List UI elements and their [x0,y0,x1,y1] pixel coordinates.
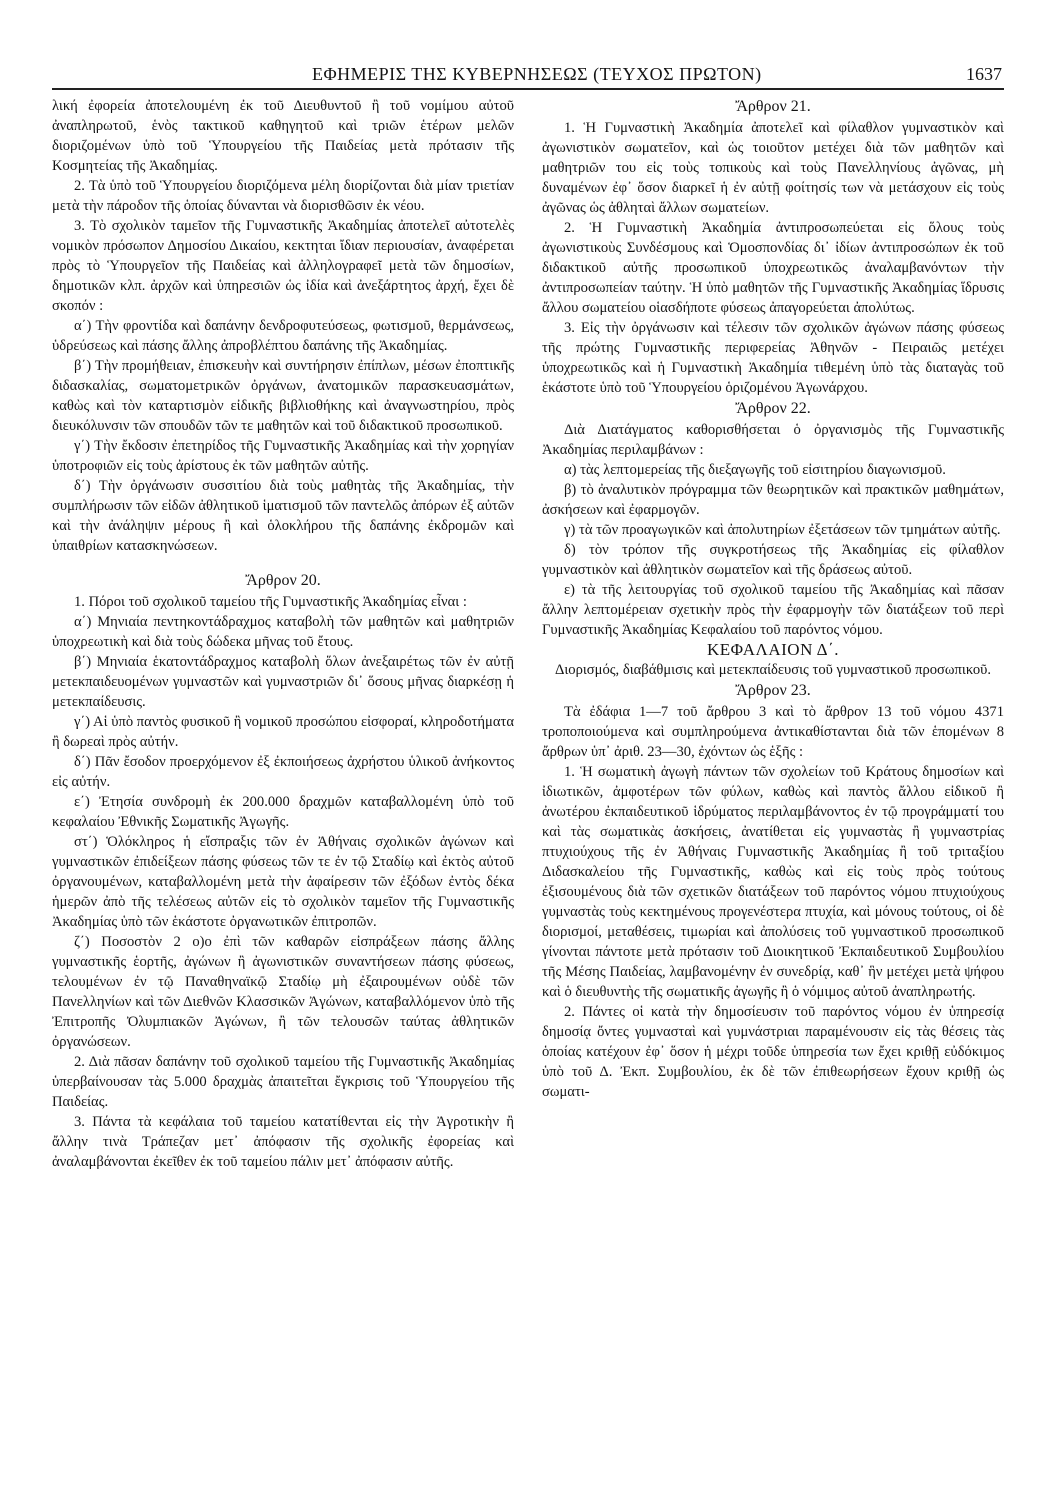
paragraph: 2. Πάντες οἱ κατὰ τὴν δημοσίευσιν τοῦ παρόντος νόμου ἐν ὑπηρεσίᾳ δημοσίᾳ ὄντες γυμνασταὶ καὶ γυμνάστριαι παραμένουσιν εἰς τὰς θέσεις τὰς ὁποίας κατέχουν ἐφ᾽ ὅσον ἡ μέχρι τοῦδε ὑπηρεσία των ἔχει κριθῇ εὐδόκιμος ὑπὸ τοῦ Δ. Ἐκπ. Συμβουλίου, ἐκ δὲ τῶν ἐπιθεωρήσεων ἔχουν κριθῇ ὡς σωματι- [542,1004,1004,1100]
paragraph: 3. Εἰς τὴν ὀργάνωσιν καὶ τέλεσιν τῶν σχολικῶν ἀγώνων πάσης φύσεως τῆς πρώτης Γυμναστικῆς περιφερείας Ἀθηνῶν - Πειραιῶς μετέχει ὑποχρεωτικῶς καὶ ἡ Γυμναστικὴ Ἀκαδημία τιθεμένη ὑπὸ τὰς διαταγὰς τοῦ ἑκάστοτε ὑπὸ τοῦ Ὑπουργείου ὁριζομένου Ἀγωνάρχου. [542,320,1004,396]
paragraph: Τὰ ἐδάφια 1—7 τοῦ ἄρθρου 3 καὶ τὸ ἄρθρον 13 τοῦ νόμου 4371 τροποποιούμενα καὶ συμπληρούμενα ἀντικαθίστανται διὰ τῶν ἑπομένων 8 ἄρθρων ὑπ᾽ ἀριθ. 23—30, ἐχόντων ὡς ἑξῆς : [542,704,1004,760]
paragraph: β) τὸ ἀναλυτικὸν πρόγραμμα τῶν θεωρητικῶν καὶ πρακτικῶν μαθημάτων, ἀσκήσεων καὶ ἐφαρμογῶν. [542,482,1004,518]
paragraph: α΄) Μηνιαία πεντηκοντάδραχμος καταβολὴ τῶν μαθητῶν καὶ μαθητριῶν ὑποχρεωτικὴ καὶ διὰ τοὺς δώδεκα μῆνας τοῦ ἔτους. [52,614,514,650]
gazette-title: ΕΦΗΜΕΡΙΣ ΤΗΣ ΚΥΒΕΡΝΗΣΕΩΣ (ΤΕΥΧΟΣ ΠΡΩΤΟΝ) [312,64,762,84]
paragraph: 3. Πάντα τὰ κεφάλαια τοῦ ταμείου κατατίθενται εἰς τὴν Ἀγροτικὴν ἢ ἄλλην τινὰ Τράπεζαν μετ᾽ ἀπόφασιν τῆς σχολικῆς ἐφορείας καὶ ἀναλαμβάνονται ἐκεῖθεν ἐκ τοῦ ταμείου πάλιν μετ᾽ ἀπόφασιν αὐτῆς. [52,1114,514,1170]
paragraph: 1. Πόροι τοῦ σχολικοῦ ταμείου τῆς Γυμναστικῆς Ἀκαδημίας εἶναι : [74,594,467,610]
paragraph: γ΄) Τὴν ἔκδοσιν ἐπετηρίδος τῆς Γυμναστικῆς Ἀκαδημίας καὶ τὴν χορηγίαν ὑποτροφιῶν εἰς τοὺς ἀρίστους ἐκ τῶν μαθητῶν αὐτῆς. [52,438,514,474]
paragraph: α) τὰς λεπτομερείας τῆς διεξαγωγῆς τοῦ εἰσιτηρίου διαγωνισμοῦ. [564,462,946,478]
article-heading: Ἄρθρον 23. [735,682,811,699]
paragraph: α΄) Τὴν φροντίδα καὶ δαπάνην δενδροφυτεύσεως, φωτισμοῦ, θερμάνσεως, ὑδρεύσεως καὶ πάσης ἄλλης ἀπροβλέπτου δαπάνης τῆς Ἀκαδημίας. [52,318,514,354]
paragraph: δ΄) Πᾶν ἔσοδον προερχόμενον ἐξ ἐκποιήσεως ἀχρήστου ὑλικοῦ ἀνήκοντος εἰς αὐτήν. [52,754,514,790]
paragraph: 3. Τὸ σχολικὸν ταμεῖον τῆς Γυμναστικῆς Ἀκαδημίας ἀποτελεῖ αὐτοτελὲς νομικὸν πρόσωπον Δημοσίου Δικαίου, κεκτηται ἴδιαν περιουσίαν, ἀναφέρεται πρὸς τὸ Ὑπουργεῖον τῆς Παιδείας καὶ ἀλληλογραφεῖ μετὰ τῶν δημοσίων, δημοτικῶν κλπ. ἀρχῶν καὶ ὑπηρεσιῶν ὡς ἰδία καὶ ἀνεξάρτητος ἀρχή, ἔχει δὲ σκοπόν : [52,218,514,314]
paragraph: β΄) Τὴν προμήθειαν, ἐπισκευὴν καὶ συντήρησιν ἐπίπλων, μέσων ἐποπτικῆς διδασκαλίας, σωματομετρικῶν ὀργάνων, ἀνατομικῶν παρασκευασμάτων, καθὼς καὶ τὸν καταρτισμὸν εἰδικῆς βιβλιοθήκης καὶ ἀναγνωστηρίου, πρὸς διευκόλυνσιν τῶν σπουδῶν τῶν τε μαθητῶν καὶ τοῦ διδακτικοῦ προσωπικοῦ. [52,358,514,434]
paragraph: 1. Ἡ Γυμναστικὴ Ἀκαδημία ἀποτελεῖ καὶ φίλαθλον γυμναστικὸν καὶ ἀγωνιστικὸν σωματεῖον, καὶ ὡς τοιοῦτον μετέχει διὰ τῶν μαθητῶν καὶ μαθητριῶν του εἰς τοὺς τοπικοὺς καὶ τοὺς Πανελληνίους ἀγῶνας, μὴ δυναμένων ἐφ᾽ ὅσον διαρκεῖ ἡ ἐν αὐτῇ φοίτησίς των νὰ μετάσχουν εἰς τοὺς ἀγῶνας ὡς ἀθληταὶ ἄλλων σωματείων. [542,120,1004,216]
paragraph: ζ΄) Ποσοστὸν 2 ο)ο ἐπὶ τῶν καθαρῶν εἰσπράξεων πάσης ἄλλης γυμναστικῆς ἑορτῆς, ἀγώνων ἢ ἀγωνιστικῶν συναντήσεων πάσης φύσεως, τελουμένων ἐν τῷ Παναθηναϊκῷ Σταδίῳ μὴ ἐξαιρουμένων οὐδὲ τῶν Πανελληνίων καὶ τῶν Διεθνῶν Κλασσικῶν Ἀγώνων, καταβαλλόμενον ὑπὸ τῆς Ἐπιτροπῆς Ὀλυμπιακῶν Ἀγώνων, ἢ τῶν τελουσῶν ταύτας ἀθλητικῶν ὀργανώσεων. [52,934,514,1050]
paragraph: ε΄) Ἐτησία συνδρομὴ ἐκ 200.000 δραχμῶν καταβαλλομένη ὑπὸ τοῦ κεφαλαίου Ἐθνικῆς Σωματικῆς Ἀγωγῆς. [52,794,514,830]
paragraph: δ) τὸν τρόπον τῆς συγκροτήσεως τῆς Ἀκαδημίας εἰς φίλαθλον γυμναστικὸν καὶ ἀθλητικὸν σωματεῖον καὶ τῆς δράσεως αὐτοῦ. [542,542,1004,578]
paragraph: ε) τὰ τῆς λειτουργίας τοῦ σχολικοῦ ταμείου τῆς Ἀκαδημίας καὶ πᾶσαν ἄλλην λεπτομέρειαν σχετικὴν πρὸς τὴν ἐφαρμογὴν τῶν διατάξεων τοῦ περὶ Γυμναστικῆς Ἀκαδημίας Κεφαλαίου τοῦ παρόντος νόμου. [542,582,1004,638]
paragraph: 2. Διὰ πᾶσαν δαπάνην τοῦ σχολικοῦ ταμείου τῆς Γυμναστικῆς Ἀκαδημίας ὑπερβαίνουσαν τὰς 5.000 δραχμὰς ἀπαιτεῖται ἔγκρισις τοῦ Ὑπουργείου τῆς Παιδείας. [52,1054,514,1110]
right-column [542,96,1004,1102]
paragraph: δ΄) Τὴν ὀργάνωσιν συσσιτίου διὰ τοὺς μαθητὰς τῆς Ἀκαδημίας, τὴν συμπλήρωσιν τῶν εἰδῶν ἀθλητικοῦ ἱματισμοῦ τῶν παντελῶς ἀπόρων ἐξ αὐτῶν καὶ τὴν ἀνάληψιν μέρους ἢ καὶ ὁλοκλήρου τῆς δαπάνης ἐκδρομῶν καὶ ὑπαιθρίων κατασκηνώσεων. [52,478,514,554]
paragraph: Διὰ Διατάγματος καθορισθήσεται ὁ ὀργανισμὸς τῆς Γυμναστικῆς Ἀκαδημίας περιλαμβάνων : [542,422,1004,458]
paragraph: γ) τὰ τῶν προαγωγικῶν καὶ ἀπολυτηρίων ἐξετάσεων τῶν τμημάτων αὐτῆς. [564,522,1001,538]
paragraph: στ΄) Ὁλόκληρος ἡ εἴσπραξις τῶν ἐν Ἀθήναις σχολικῶν ἀγώνων καὶ γυμναστικῶν ἐπιδείξεων πάσης φύσεως τῶν τε ἐν τῷ Σταδίῳ καὶ ἐκτὸς αὐτοῦ ὀργανουμένων, καταβαλλομένη μετὰ τὴν ἀφαίρεσιν τῶν ἐξόδων ἐντὸς δέκα ἡμερῶν ἀπὸ τῆς τελέσεως αὐτῶν εἰς τὸ σχολικὸν ταμεῖον τῆς Γυμναστικῆς Ἀκαδημίας ὑπὸ τῶν ἑκάστοτε ὀργανωτικῶν ἐπιτροπῶν. [52,834,514,930]
paragraph: 1. Ἡ σωματικὴ ἀγωγὴ πάντων τῶν σχολείων τοῦ Κράτους δημοσίων καὶ ἰδιωτικῶν, ἀμφοτέρων τῶν φύλων, καθὼς καὶ παντὸς ἄλλου εἰδικοῦ ἢ ἀνωτέρου ἐκπαιδευτικοῦ ἱδρύματος περιλαμβάνοντος ἐν τῷ προγράμματί του καὶ τὰς σωματικὰς ἀσκήσεις, ἀνατίθεται εἰς γυμναστὰς ἢ γυμναστρίας πτυχιούχους τῆς ἐν Ἀθήναις Γυμναστικῆς Ἀκαδημίας ἢ τοῦ τριταξίου Διδασκαλείου τῆς Γυμναστικῆς, καθὼς καὶ εἰς τοὺς πρὸς τούτους ἐξισουμένους διὰ τῶν σχετικῶν διατάξεων τοῦ παρόντος νόμου πτυχιούχους γυμναστὰς τοὺς κεκτημένους προγενέστερα πτυχία, καὶ μόνους τούτους, οἱ δὲ διορισμοί, μεταθέσεις, τιμωρίαι καὶ ἀπολύσεις τοῦ γυμναστικοῦ προσωπικοῦ γίνονται πάντοτε μετὰ πρότασιν τοῦ Διοικητικοῦ Ἐκπαιδευτικοῦ Συμβουλίου τῆς Μέσης Παιδείας, λαμβανομένην ἐν συνεδρίᾳ, καθ᾽ ἣν μετέχει μετὰ ψήφου καὶ ὁ διευθυντὴς τῆς σωματικῆς ἀγωγῆς ἢ ὁ νόμιμος αὐτοῦ ἀναπληρωτής. [542,764,1004,1000]
article-heading: Ἄρθρον 21. [735,98,811,115]
article-heading: Ἄρθρον 20. [245,572,321,589]
paragraph: 2. Τὰ ὑπὸ τοῦ Ὑπουργείου διοριζόμενα μέλη διορίζονται διὰ μίαν τριετίαν μετὰ τὴν πάροδον τῆς ὁποίας δύνανται νὰ διορισθῶσιν ἐκ νέου. [52,178,514,214]
chapter-subtitle: Διορισμός, διαβάθμισις καὶ μετεκπαίδευσις τοῦ γυμναστικοῦ προσωπικοῦ. [554,662,992,678]
page-number: 1637 [966,64,1002,84]
paragraph: λική ἐφορεία ἀποτελουμένη ἐκ τοῦ Διευθυντοῦ ἢ τοῦ νομίμου αὐτοῦ ἀναπληρωτοῦ, ἑνὸς τακτικοῦ καθηγητοῦ καὶ τριῶν ἑτέρων μελῶν διοριζομένων ὑπὸ τοῦ Ὑπουργείου τῆς Παιδείας μετὰ πρότασιν τῆς Κοσμητείας τῆς Ἀκαδημίας. [52,98,514,174]
chapter-heading: ΚΕΦΑΛΑΙΟΝ Δ΄. [706,640,840,659]
left-column [52,96,514,1172]
paragraph: 2. Ἡ Γυμναστικὴ Ἀκαδημία ἀντιπροσωπεύεται εἰς ὅλους τοὺς ἀγωνιστικοὺς Συνδέσμους καὶ Ὁμοσπονδίας δι᾽ ἰδίων ἀντιπροσώπων ἐκ τοῦ διδακτικοῦ αὐτῆς προσωπικοῦ ὑποχρεωτικῶς ἀναλαμβανόντων τὴν ἀντιπροσωπείαν ταύτην. Ἡ ὑπὸ μαθητῶν τῆς Γυμναστικῆς Ἀκαδημίας ἵδρυσις ἄλλου σωματείου οἱασδήποτε φύσεως ἀπαγορεύεται ἀπολύτως. [542,220,1004,316]
article-heading: Ἄρθρον 22. [735,400,811,417]
paragraph: β΄) Μηνιαία ἑκατοντάδραχμος καταβολὴ ὅλων ἀνεξαιρέτως τῶν ἐν αὐτῇ μετεκπαιδευομένων γυμναστῶν καὶ γυμναστριῶν δι᾽ ὅσους μῆνας διαρκέσῃ ἡ μετεκπαίδευσις. [52,654,514,710]
paragraph: γ΄) Αἱ ὑπὸ παντὸς φυσικοῦ ἢ νομικοῦ προσώπου εἰσφοραί, κληροδοτήματα ἢ δωρεαὶ πρὸς αὐτήν. [52,714,514,750]
page-header [52,64,1004,90]
